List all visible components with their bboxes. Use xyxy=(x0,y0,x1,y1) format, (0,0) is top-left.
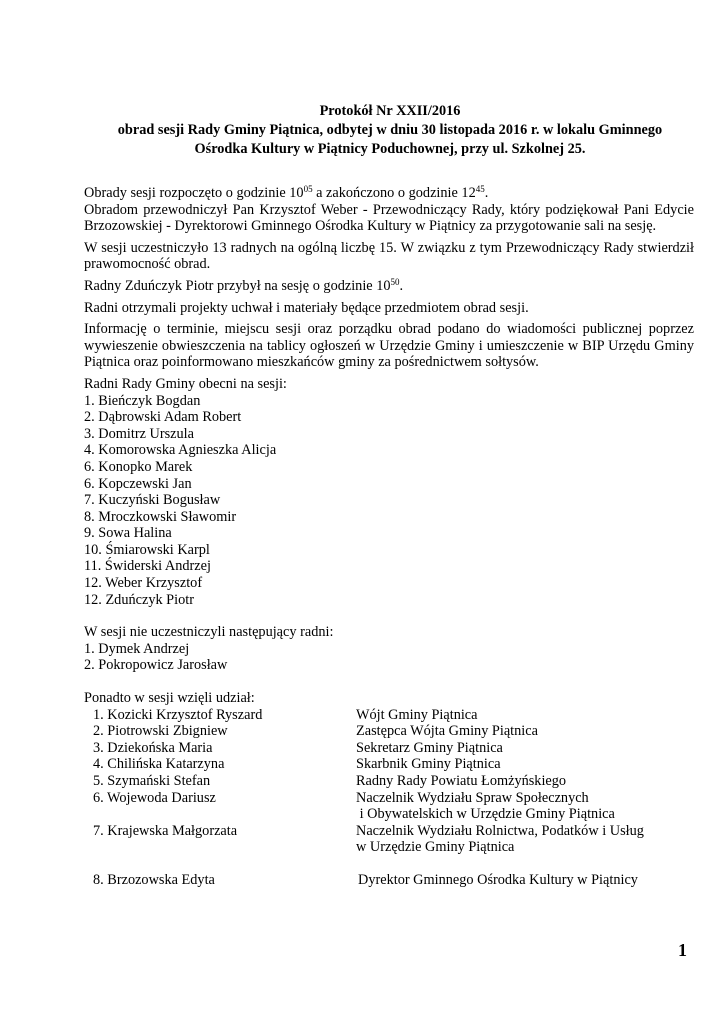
table-row xyxy=(84,823,694,856)
quorum-paragraph: W sesji uczestniczyło 13 radnych na ogólną liczbę 15. W związku z tym Przewodniczący Rady stwierdził prawomocność obrad. xyxy=(84,239,694,273)
table-row xyxy=(84,872,694,889)
participant-name: 5. Szymański Stefan xyxy=(93,773,211,789)
opening-end-minutes: 45 xyxy=(475,184,485,194)
late-arrival-text: Radny Zduńczyk Piotr przybył na sesję o godzinie 10 xyxy=(84,277,391,294)
title-line-3: Ośrodka Kultury w Piątnicy Poduchownej, przy ul. Szkolnej 25. xyxy=(194,141,586,157)
document-body xyxy=(84,185,694,889)
table-row xyxy=(84,740,694,757)
opening-start-text: Obrady sesji rozpoczęto o godzinie 10 xyxy=(84,185,304,201)
participant-role-line-2: i Obywatelskich w Urzędzie Gminy Piątnica xyxy=(356,806,615,823)
list-item: 2. Pokropowicz Jarosław xyxy=(84,657,228,674)
participant-name: 3. Dziekońska Maria xyxy=(93,739,213,756)
participant-role: Wójt Gminy Piątnica xyxy=(356,706,478,723)
opening-time xyxy=(84,185,694,202)
table-row xyxy=(84,773,694,790)
participants-table xyxy=(84,707,694,889)
table-row xyxy=(84,756,694,773)
participant-role-line-1: Naczelnik Wydziału Rolnictwa, Podatków i Usług xyxy=(356,822,644,839)
table-row xyxy=(84,790,694,823)
participant-name: 7. Krajewska Małgorzata xyxy=(93,822,238,839)
table-row xyxy=(84,723,694,740)
list-item: 12. Zduńczyk Piotr xyxy=(84,591,194,608)
materials-paragraph: Radni otrzymali projekty uchwał i materiały będące przedmiotem obrad sesji. xyxy=(84,299,529,316)
participant-role: Dyrektor Gminnego Ośrodka Kultury w Piątnicy xyxy=(358,871,638,888)
participant-name: 6. Wojewoda Dariusz xyxy=(93,789,216,806)
participant-role: Radny Rady Powiatu Łomżyńskiego xyxy=(356,773,567,789)
participant-name: 8. Brzozowska Edyta xyxy=(93,871,215,888)
opening-end-text: a zakończono o godzinie 12 xyxy=(312,185,476,201)
list-item: 1. Dymek Andrzej xyxy=(84,640,190,657)
notice-paragraph: Informację o terminie, miejscu sesji oraz porządku obrad podano do wiadomości publicznej poprzez wywieszenie obwieszczenia na tablicy ogłoszeń w Urzędzie Gminy i umieszczenie w BIP Urzędu Gminy Piątnica oraz poinformowano mieszkańców gminy za pośrednictwem sołtysów. xyxy=(84,321,694,371)
participant-role-line-1: Naczelnik Wydziału Spraw Społecznych xyxy=(356,789,589,806)
title-line-1: Protokół Nr XXII/2016 xyxy=(319,103,461,119)
list-item: 9. Sowa Halina xyxy=(84,525,172,542)
chair-paragraph: Obradom przewodniczył Pan Krzysztof Weber - Przewodniczący Rady, który podziękował Pani Edycie Brzozowskiej - Dyrektorowi Gminnego Ośrodka Kultury w Piątnicy za przygotowanie sali na sesję. xyxy=(84,201,694,235)
participant-role xyxy=(356,790,686,823)
present-councillors-list xyxy=(84,393,694,609)
late-arrival-paragraph xyxy=(84,278,694,295)
participant-role xyxy=(356,823,686,856)
list-item: 4. Komorowska Agnieszka Alicja xyxy=(84,442,277,459)
participant-name: 4. Chilińska Katarzyna xyxy=(93,756,225,773)
absent-councillors-list xyxy=(84,641,694,674)
participant-role: Skarbnik Gminy Piątnica xyxy=(356,756,501,773)
list-item: 10. Śmiarowski Karpl xyxy=(84,541,210,558)
participant-role: Zastępca Wójta Gminy Piątnica xyxy=(356,723,538,740)
list-item: 3. Domitrz Urszula xyxy=(84,425,194,442)
opening-end-period: . xyxy=(484,185,489,201)
absent-councillors-heading: W sesji nie uczestniczyli następujący radni: xyxy=(84,624,334,641)
list-item: 6. Kopczewski Jan xyxy=(84,475,192,492)
page-number: 1 xyxy=(678,940,687,960)
table-row xyxy=(84,707,694,724)
list-item: 7. Kuczyński Bogusław xyxy=(84,492,221,509)
document-title xyxy=(80,102,700,159)
late-arrival-period: . xyxy=(399,277,404,294)
participant-name: 2. Piotrowski Zbigniew xyxy=(93,723,228,740)
list-item: 2. Dąbrowski Adam Robert xyxy=(84,409,242,426)
list-item: 6. Konopko Marek xyxy=(84,458,193,475)
participant-role-line-2: w Urzędzie Gminy Piątnica xyxy=(356,839,515,856)
list-item: 1. Bieńczyk Bogdan xyxy=(84,392,201,409)
title-line-2: obrad sesji Rady Gminy Piątnica, odbytej w dniu 30 listopada 2016 r. w lokalu Gminnego xyxy=(117,122,663,138)
list-item: 12. Weber Krzysztof xyxy=(84,575,203,592)
participant-role: Sekretarz Gminy Piątnica xyxy=(356,739,503,756)
participants-heading: Ponadto w sesji wzięli udział: xyxy=(84,690,255,707)
opening-start-minutes: 05 xyxy=(303,184,313,194)
list-item: 11. Świderski Andrzej xyxy=(84,558,211,575)
list-item: 8. Mroczkowski Sławomir xyxy=(84,508,237,525)
participant-name: 1. Kozicki Krzysztof Ryszard xyxy=(93,706,263,723)
present-councillors-heading: Radni Rady Gminy obecni na sesji: xyxy=(84,375,287,392)
late-arrival-minutes: 50 xyxy=(390,276,400,287)
